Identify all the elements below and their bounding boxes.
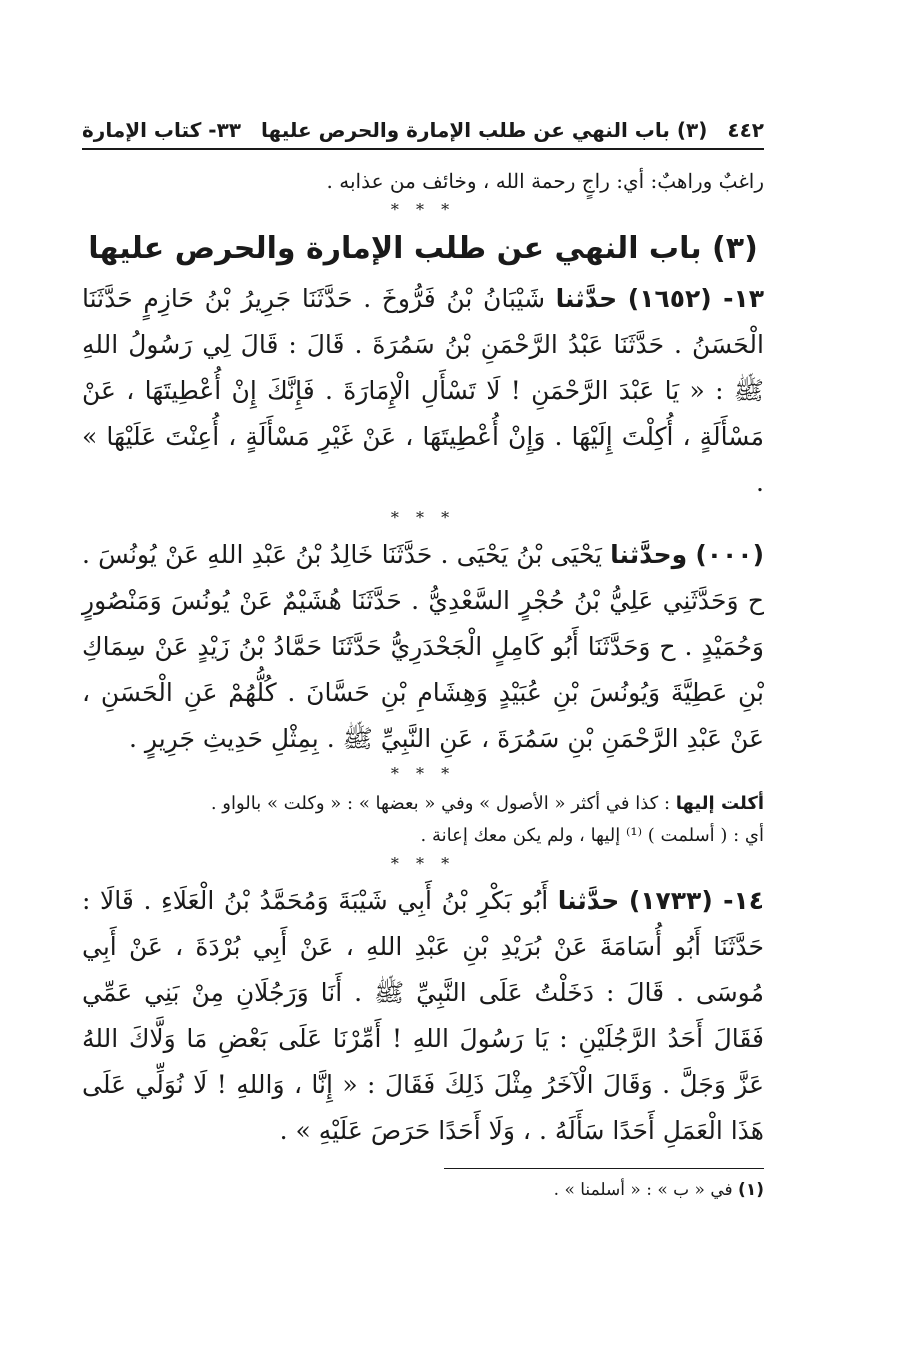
gloss-top: راغبٌ وراهبٌ: أي: راجٍ رحمة الله ، وخائف من عذابه .	[326, 169, 764, 193]
hadith-1-lead: حدَّثنا	[555, 284, 618, 313]
hadith-1	[82, 276, 764, 506]
hadith-3	[82, 878, 764, 1154]
note-line-2: أي : ( أسلمت ) ⁽¹⁾ إليها ، ولم يكن معك إعانة .	[420, 825, 764, 846]
book-page	[82, 118, 764, 1203]
book-running-title: ٣٣- كتاب الإمارة	[82, 118, 242, 142]
hadith-3-number: ١٤- (١٧٣٣)	[628, 886, 765, 915]
separator-stars: * * *	[390, 854, 456, 873]
footnote-marker: (١)	[738, 1180, 764, 1200]
chapter-running-title: (٣) باب النهي عن طلب الإمارة والحرص عليها	[261, 118, 708, 142]
hadith-3-text: أَبُو بَكْرِ بْنُ أَبِي شَيْبَةَ وَمُحَمَّدُ بْنُ الْعَلَاءِ . قَالَا : حَدَّثَنَا أَبُو أُسَامَةَ عَنْ بُرَيْدِ بْنِ عَبْدِ اللهِ ، عَنْ أَبِي بُرْدَةَ ، عَنْ أَبِي مُوسَى . قَالَ : دَخَلْتُ عَلَى النَّبِيِّ ﷺ . أَنَا وَرَجُلَانِ مِنْ بَنِي عَمِّي فَقَالَ أَحَدُ الرَّجُلَيْنِ : يَا رَسُولَ اللهِ ! أَمِّرْنَا عَلَى بَعْضِ مَا وَلَّاكَ اللهُ عَزَّ وَجَلَّ . وَقَالَ الْآخَرُ مِثْلَ ذَلِكَ فَقَالَ : « إِنَّا ، وَاللهِ ! لَا نُوَلِّي عَلَى هَذَا الْعَمَلِ أَحَدًا سَأَلَهُ . ، وَلَا أَحَدًا حَرَصَ عَلَيْهِ » .	[82, 886, 764, 1145]
page-number: ٤٤٢	[727, 118, 764, 142]
hadith-1-number: ١٣- (١٦٥٢)	[627, 284, 764, 313]
note-term: أكلت إليها	[675, 793, 764, 814]
footnote-text: في « ب » : « أسلمنا » .	[553, 1180, 733, 1200]
explanatory-note	[82, 788, 764, 852]
footnote	[82, 1177, 764, 1203]
hadith-2-lead: وحدَّثنا	[610, 540, 688, 569]
hadith-2-number: (٠٠٠)	[695, 540, 764, 569]
hadith-1-text: شَيْبَانُ بْنُ فَرُّوخَ . حَدَّثَنَا جَرِيرُ بْنُ حَازِمٍ حَدَّثَنَا الْحَسَنُ . حَدَّثَنَا عَبْدُ الرَّحْمَنِ بْنُ سَمُرَةَ . قَالَ : قَالَ لِي رَسُولُ اللهِ ﷺ : « يَا عَبْدَ الرَّحْمَنِ ! لَا تَسْأَلِ الْإِمَارَةَ . فَإِنَّكَ إِنْ أُعْطِيتَهَا ، عَنْ مَسْأَلَةٍ ، أُكِلْتَ إِلَيْهَا . وَإِنْ أُعْطِيتَهَا ، عَنْ غَيْرِ مَسْأَلَةٍ ، أُعِنْتَ عَلَيْهَا » .	[82, 284, 764, 497]
hadith-3-lead: حدَّثنا	[557, 886, 620, 915]
running-header	[82, 118, 764, 150]
hadith-2	[82, 532, 764, 762]
note-line-1	[82, 788, 764, 820]
hadith-2-text: يَحْيَى بْنُ يَحْيَى . حَدَّثَنَا خَالِدُ بْنُ عَبْدِ اللهِ عَنْ يُونُسَ . ح وَحَدَّثَنِي عَلِيُّ بْنُ حُجْرٍ السَّعْدِيُّ . حَدَّثَنَا هُشَيْمٌ عَنْ يُونُسَ وَمَنْصُورٍ وَحُمَيْدٍ . ح وَحَدَّثَنَا أَبُو كَامِلٍ الْجَحْدَرِيُّ حَدَّثَنَا حَمَّادُ بْنُ زَيْدٍ عَنْ سِمَاكِ بْنِ عَطِيَّةَ وَيُونُسَ بْنِ عُبَيْدٍ وَهِشَامِ بْنِ حَسَّانَ . كُلُّهُمْ عَنِ الْحَسَنِ ، عَنْ عَبْدِ الرَّحْمَنِ بْنِ سَمُرَةَ ، عَنِ النَّبِيِّ ﷺ . بِمِثْلِ حَدِيثِ جَرِيرٍ .	[82, 540, 764, 753]
note-line-1-text: : كذا في أكثر « الأصول » وفي « بعضها » : « وكلت » بالواو .	[210, 793, 671, 814]
separator-stars: * * *	[390, 200, 456, 219]
footnote-divider	[444, 1168, 764, 1169]
separator-stars: * * *	[390, 508, 456, 527]
separator-stars: * * *	[390, 764, 456, 783]
section-heading: (٣) باب النهي عن طلب الإمارة والحرص عليها	[88, 231, 758, 266]
